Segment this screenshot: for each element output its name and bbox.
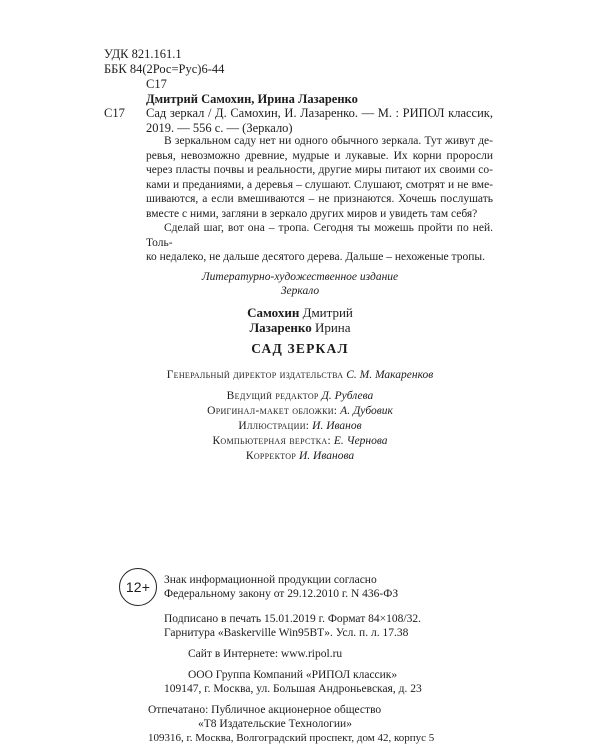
annotation-line: В зеркальном саду нет ни одного обычного зеркала. Тут живут де- [164,135,493,147]
edition-type: Литературно-художественное издание [201,271,399,283]
author-2 [0,320,600,335]
credit-illustrations: Иллюстрации: И. Иванов [238,420,362,432]
credit-editor: Ведущий редактор Д. Рублева [226,390,374,402]
credit-proofreader: Корректор И. Иванова [245,450,355,462]
author-1-name: Дмитрий [302,305,353,320]
annotation [146,134,493,265]
udk-code: УДК 821.161.1 [104,47,182,61]
edition-series: Зеркало [280,285,320,297]
bbk-code: ББК 84(2Рос=Рус)6-44 [104,62,225,76]
printer-line-2: «Т8 Издательские Технологии» [198,718,352,730]
annotation-line: вместе с ними, загляни в зеркало других миров и увидеть там себя? [146,207,478,220]
catalog-code: С17 [104,106,125,120]
credit-general-director: Генеральный директор издательства С. М. Макаренков [166,369,434,381]
annotation-line: шиваются, а если вмешиваются – не признаются. Хочешь послушать [146,193,493,205]
age-rating-line-2: Федеральному закону от 29.12.2010 г. N 436-ФЗ [164,588,399,600]
annotation-line: Сделай шаг, вот она – тропа. Сегодня ты можешь пройти по ней. Толь- [146,222,493,249]
publisher-name: ООО Группа Компаний «РИПОЛ классик» [188,669,398,681]
annotation-line: ко недалеко, не дальше десятого дерева. Дальше – нехоженые тропы. [146,251,485,263]
annotation-line: ками и преданиями, а деревья – слушают. Слушают, смотрят и не вме- [146,178,493,191]
author-2-name: Ирина [314,320,351,335]
credit-cover-layout: Оригинал-макет обложки: А. Дубовик [207,405,393,417]
author-code: С17 [146,77,167,91]
age-rating-line-1: Знак информационной продукции согласно [164,574,377,586]
author-1 [0,305,600,320]
authors-line: Дмитрий Самохин, Ирина Лазаренко [146,92,358,106]
credit-layout: Компьютерная верстка: Е. Чернова [212,435,388,447]
age-rating-badge: 12+ [119,568,157,606]
printer-line-3: 109316, г. Москва, Волгоградский проспект, дом 42, корпус 5 [148,732,435,744]
author-1-surname: Самохин [247,305,300,320]
catalog-line-1: Сад зеркал / Д. Самохин, И. Лазаренко. — М. : РИПОЛ классик, [146,106,493,120]
publisher-address: 109147, г. Москва, ул. Большая Андроньевская, д. 23 [164,683,422,695]
publisher-site: Сайт в Интернете: www.ripol.ru [188,648,343,660]
annotation-line: ревья, невозможно древние, мудрые и лукавые. Их корни проросли [146,149,493,162]
print-info-line-1: Подписано в печать 15.01.2019 г. Формат 84×108/32. [164,613,421,625]
catalog-line-2: 2019. — 556 с. — (Зеркало) [146,121,293,135]
printer-line-1: Отпечатано: Публичное акционерное общество [148,704,382,716]
print-info-line-2: Гарнитура «Baskerville Win95BT». Усл. п. л. 17.38 [164,627,409,639]
book-title: САД ЗЕРКАЛ [251,341,349,356]
author-2-surname: Лазаренко [249,320,312,335]
annotation-line: через пласты почвы и реальности, другие миры питают их своими со- [146,164,493,176]
